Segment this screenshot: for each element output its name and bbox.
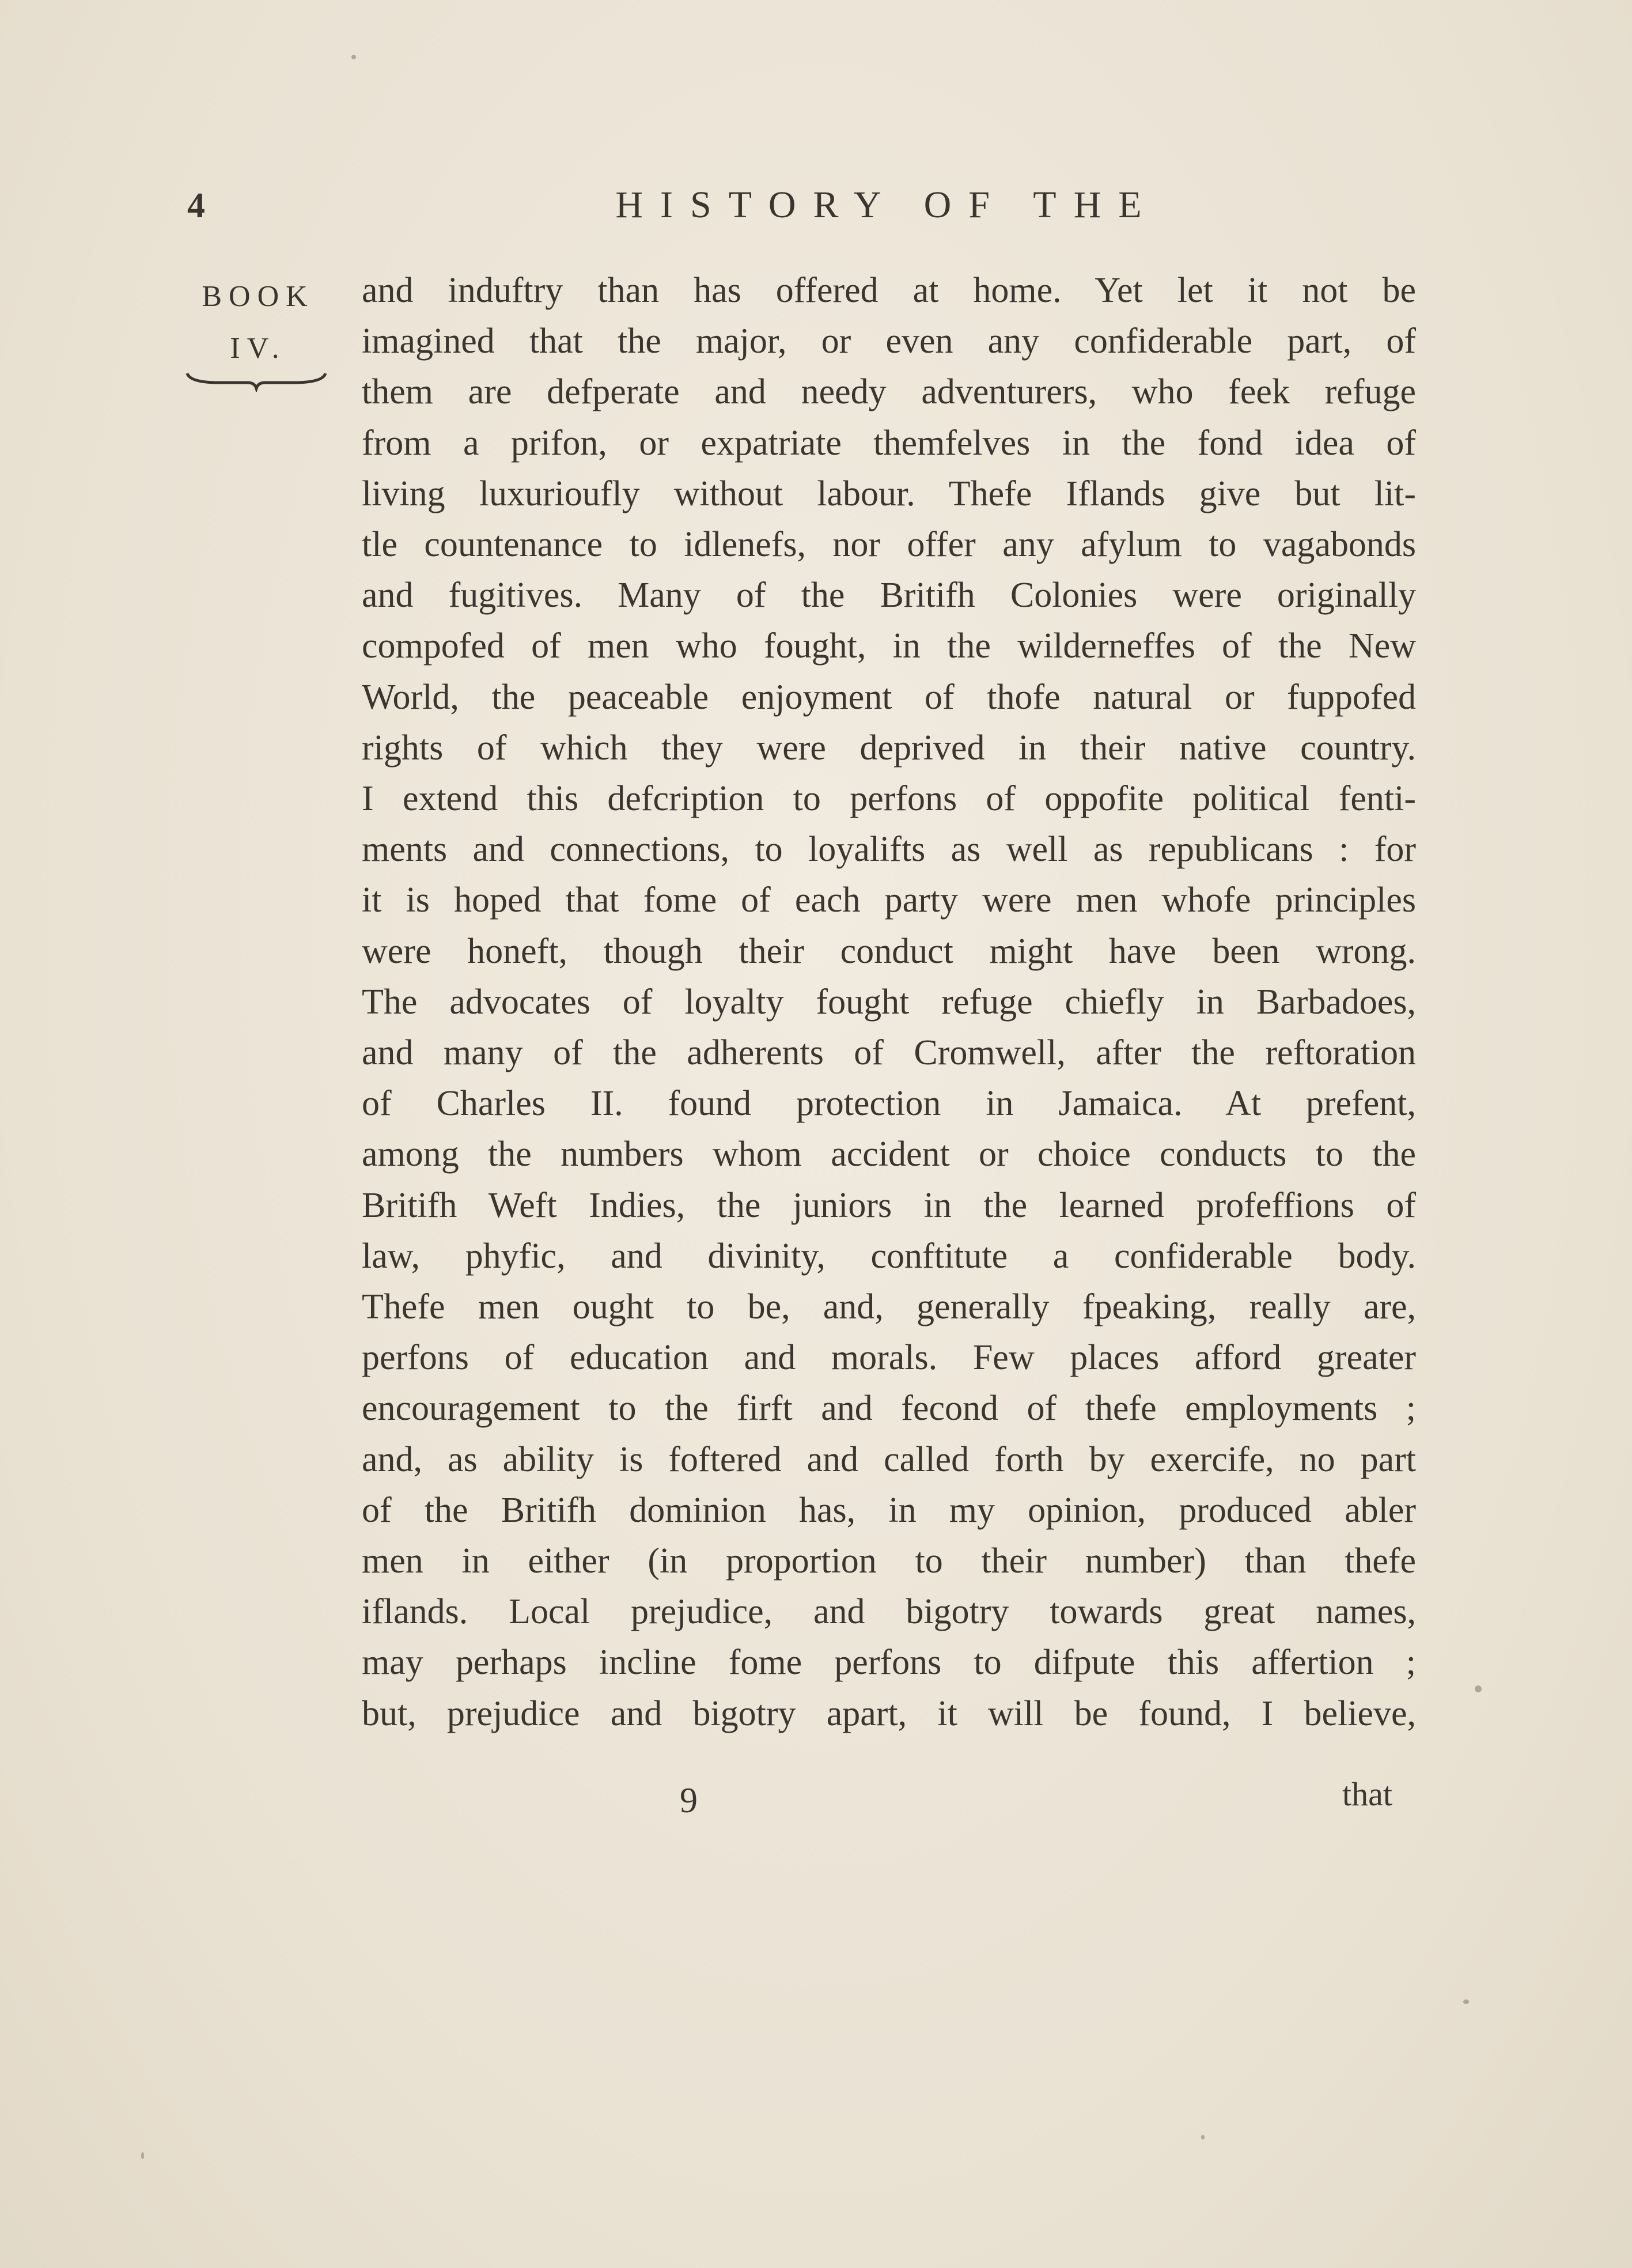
text-line: World, the peaceable enjoyment of thofe natural or fuppofed xyxy=(362,677,1416,717)
text-line: encouragement to the firft and fecond of thefe employments ; xyxy=(362,1389,1416,1428)
text-line: them are defperate and needy adventurers, who feek refuge xyxy=(362,372,1416,412)
book-brace xyxy=(184,369,328,392)
book-label xyxy=(183,271,333,375)
text-line: perfons of education and morals. Few places afford greater xyxy=(362,1338,1416,1378)
text-line: and many of the adherents of Cromwell, after the reftoration xyxy=(362,1033,1416,1073)
text-line: living luxurioufly without labour. Thefe Iflands give but lit- xyxy=(362,474,1416,513)
text-line: from a prifon, or expatriate themfelves in the fond idea of xyxy=(362,423,1416,463)
text-line: and, as ability is foftered and called forth by exercife, no part xyxy=(362,1439,1416,1479)
text-line: and induftry than has offered at home. Yet let it not be xyxy=(362,271,1416,310)
text-line: and fugitives. Many of the Britifh Colonies were originally xyxy=(362,576,1416,615)
page-number: 4 xyxy=(187,186,205,225)
text-line: law, phyfic, and divinity, conftitute a confiderable body. xyxy=(362,1236,1416,1276)
text-line: of Charles II. found protection in Jamaica. At prefent, xyxy=(362,1084,1416,1124)
text-line: ments and connections, to loyalifts as well as republicans : for xyxy=(362,830,1416,870)
text-line: it is hoped that fome of each party were men whofe principles xyxy=(362,880,1416,920)
text-line: men in either (in proportion to their number) than thefe xyxy=(362,1541,1416,1581)
text-line: rights of which they were deprived in their native country. xyxy=(362,728,1416,768)
book-label-word: BOOK xyxy=(202,280,315,313)
text-line: Thefe men ought to be, and, generally fpeaking, really are, xyxy=(362,1287,1416,1327)
text-line: tle countenance to idlenefs, nor offer any afylum to vagabonds xyxy=(362,525,1416,565)
text-line: among the numbers whom accident or choice conducts to the xyxy=(362,1135,1416,1174)
text-line: The advocates of loyalty fought refuge chiefly in Barbadoes, xyxy=(362,982,1416,1022)
paper-speck xyxy=(1201,2135,1205,2140)
text-line: Britifh Weft Indies, the juniors in the learned profeffions of xyxy=(362,1185,1416,1225)
paper-speck xyxy=(1475,1685,1482,1692)
running-head: HISTORY OF THE xyxy=(615,184,1159,226)
text-line: imagined that the major, or even any confiderable part, of xyxy=(362,322,1416,361)
text-line: I extend this defcription to perfons of oppofite political fenti- xyxy=(362,779,1416,819)
paper-speck xyxy=(141,2152,144,2159)
body-text xyxy=(362,265,1416,1739)
signature-mark: 9 xyxy=(680,1781,698,1820)
paper-speck xyxy=(351,55,356,59)
book-label-number: IV. xyxy=(230,332,286,365)
text-line: were honeft, though their conduct might have been wrong. xyxy=(362,931,1416,971)
text-line: but, prejudice and bigotry apart, it will be found, I believe, xyxy=(362,1694,1416,1733)
text-line: of the Britifh dominion has, in my opinion, produced abler xyxy=(362,1490,1416,1530)
text-line: may perhaps incline fome perfons to difpute this affertion ; xyxy=(362,1643,1416,1683)
text-line: compofed of men who fought, in the wilderneffes of the New xyxy=(362,626,1416,666)
text-line: iflands. Local prejudice, and bigotry towards great names, xyxy=(362,1592,1416,1632)
paper-speck xyxy=(1463,1999,1469,2004)
catchword: that xyxy=(1342,1775,1392,1813)
